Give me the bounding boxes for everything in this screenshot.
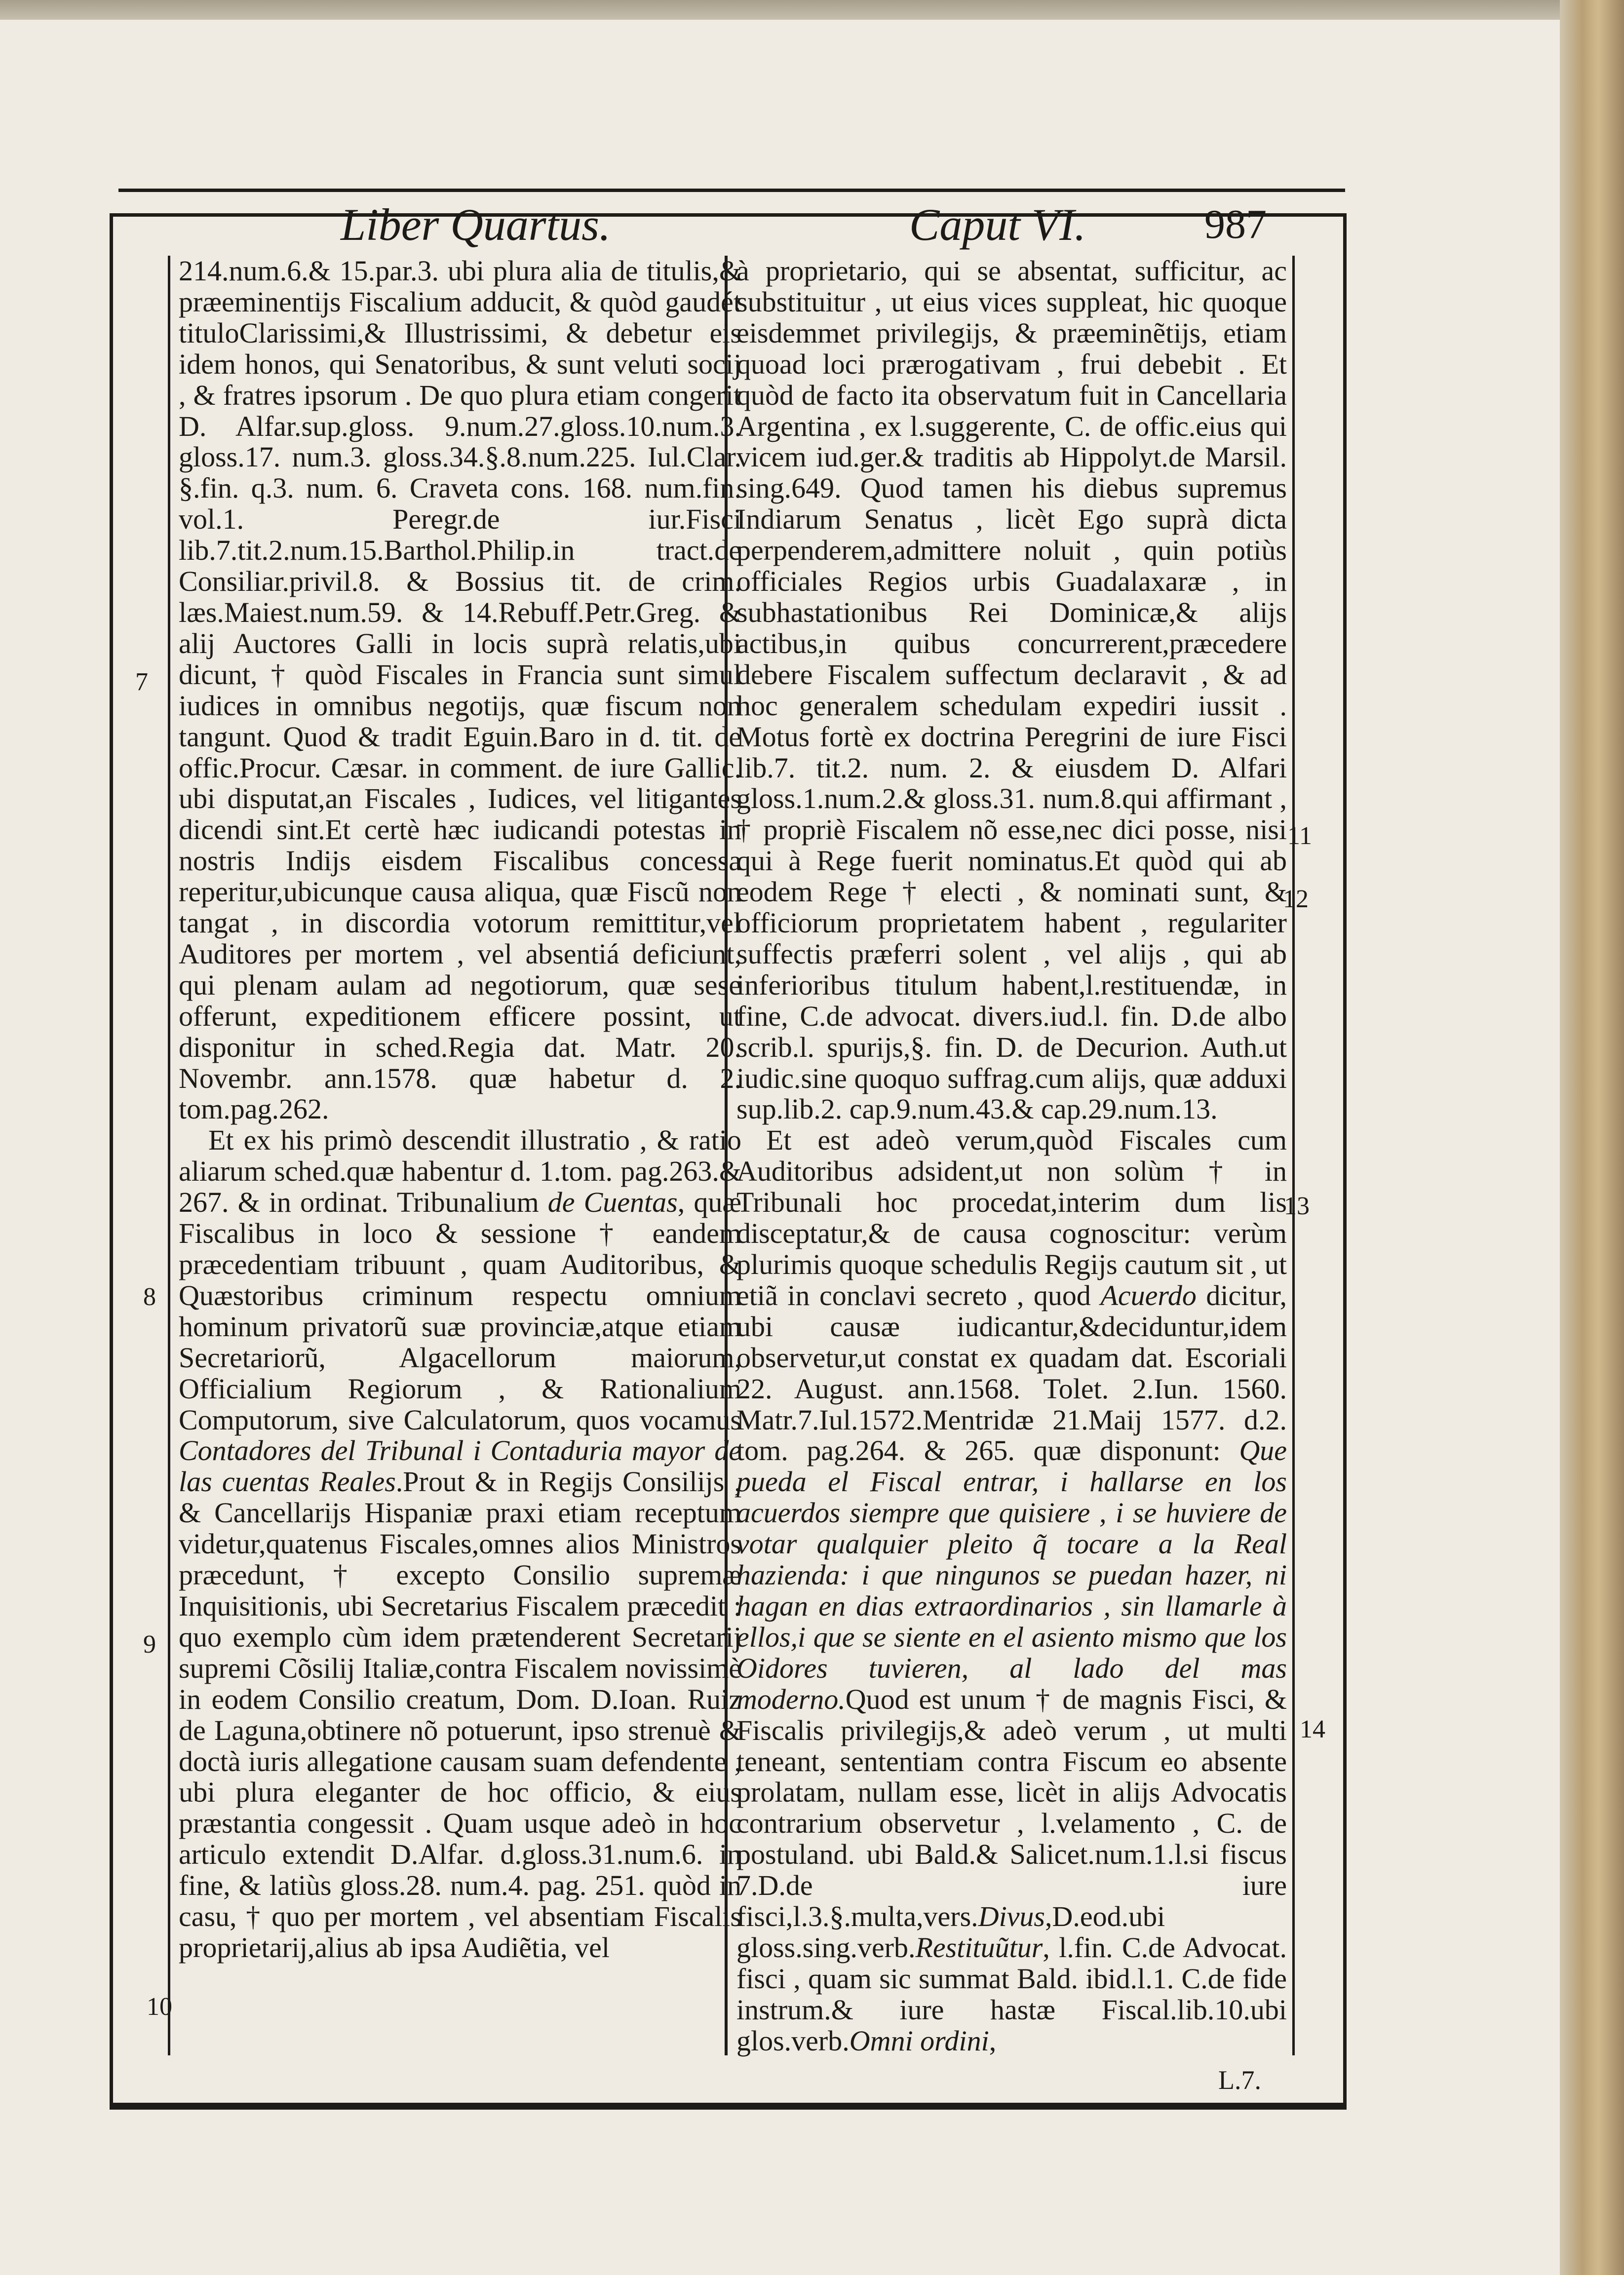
left-paragraph-1: 214.num.6.& 15.par.3. ubi plura alia de titulis,& præeminentijs Fiscalium adducit, & quòd gaudét tituloClarissimi,& Illustrissimi, & debetur eis idem honos, qui Senatoribus, & sunt veluti socij , & fratres ipsorum . De quo plura etiam congerit D. Alfar.sup.gloss. 9.num.27.gloss.10.num.3. gloss.17. num.3. gloss.34.§.8.num.225. Iul.Clar. §.fin. q.3. num. 6. Craveta cons. 168. num.fin. vol.1. Peregr.de iur.Fisci lib.7.tit.2.num.15.Barthol.Philip.in tract.de Consiliar.privil.8. & Bossius tit. de crim. læs.Maiest.num.59. & 14.Rebuff.Petr.Greg. & alij Auctores Galli in locis suprà relatis,ubi dicunt, † quòd Fiscales in Francia sunt simul iudices in omnibus negotijs, quæ fiscum non tangunt. Quod & tradit Eguin.Baro in d. tit. de offic.Procur. Cæsar. in comment. de iure Gallic. ubi disputat,an Fiscales , Iudices, vel litigantes dicendi sint.Et certè hæc iudicandi potestas in nostris Indijs eisdem Fiscalibus concessa reperitur,ubicunque causa aliqua, quæ Fiscũ non tangat , in discordia votorum remittitur,vel Auditores per mortem , vel absentiá deficiunt, qui plenam aulam ad negotiorum, quæ sese offerunt, expeditionem efficere possint, ut disponitur in sched.Regia dat. Matr. 20. Novembr. ann.1578. quæ habetur d. 2. tom.pag.262. bbox=[179, 255, 741, 1125]
margin-number-14: 14 bbox=[1300, 1715, 1325, 1743]
right-paragraph-1: à proprietario, qui se absentat, sufficitur, ac substituitur , ut eius vices suppleat, hic quoque eisdemmet privilegijs, & præeminẽtijs, etiam quoad loci prærogativam , frui debebit . Et quòd de facto ita observatum fuit in Cancellaria Argentina , ex l.suggerente, C. de offic.eius qui vicem iud.ger.& traditis ab Hippolyt.de Marsil. sing.649. Quod tamen his diebus supremus Indiarum Senatus , licèt Ego suprà dicta perpenderem,admittere noluit , quin potiùs officiales Regios urbis Guadalaxaræ , in subhastationibus Rei Dominicæ,& alijs actibus,in quibus concurrerent,præcedere debere Fiscalem suffectum declaravit , & ad hoc generalem schedulam expediri iussit . Motus fortè ex doctrina Peregrini de iure Fisci lib.7. tit.2. num. 2. & eiusdem D. Alfari gloss.1.num.2.& gloss.31. num.8.qui affirmant , † propriè Fiscalem nõ esse,nec dici posse, nisi qui à Rege fuerit nominatus.Et quòd qui ab eodem Rege † electi , & nominati sunt, & officiorum proprietatem habent , regulariter suffectis præferri solent , vel alijs , qui ab inferioribus titulum habent,l.restituendæ, in fine, C.de advocat. divers.iud.l. fin. D.de albo scrib.l. spurijs,§. fin. D. de Decurion. Auth.ut iudic.sine quoquo suffrag.cum alijs, quæ adduxi sup.lib.2. cap.9.num.43.& cap.29.num.13. bbox=[736, 255, 1287, 1125]
margin-number-7: 7 bbox=[135, 668, 148, 696]
margin-number-9: 9 bbox=[143, 1630, 156, 1658]
header-rule bbox=[118, 189, 1345, 192]
left-paragraph-2: Et ex his primò descendit illustratio , & ratio aliarum sched.quæ habentur d. 1.tom. pag.263.& 267. & in ordinat. Tribunalium de Cuentas, quæ Fiscalibus in loco & sessione † eandem præcedentiam tribuunt , quam Auditoribus, & Quæstoribus criminum respectu omnium hominum privatorũ suæ provinciæ,atque etiam Secretariorũ, Algacellorum maiorum, Officialium Regiorum , & Rationalium Computorum, sive Calculatorum, quos vocamus Contadores del Tribunal i Contaduria mayor de las cuentas Reales.Prout & in Regijs Consilijs , & Cancellarijs Hispaniæ praxi etiam receptum videtur,quatenus Fiscales,omnes alios Ministros præcedunt, † excepto Consilio supremæ Inquisitionis, ubi Secretarius Fiscalem præcedit : quo exemplo cùm idem prætenderent Secretarij supremi Cõsilij Italiæ,contra Fiscalem novissimè in eodem Consilio creatum, Dom. D.Ioan. Ruiz de Laguna,obtinere nõ potuerunt, ipso strenuè & doctà iuris allegatione causam suam defendente , ubi plura eleganter de hoc officio, & eius præstantia congessit . Quam usque adeò in hoc articulo extendit D.Alfar. d.gloss.31.num.6. in fine, & latiùs gloss.28. num.4. pag. 251. quòd in casu, † quo per mortem , vel absentiam Fiscalis proprietarij,alius ab ipsa Audiẽtia, vel bbox=[179, 1124, 742, 1964]
margin-number-8: 8 bbox=[143, 1283, 156, 1311]
left-column-text bbox=[179, 256, 741, 2052]
left-column-rule bbox=[168, 256, 170, 2055]
margin-number-10: 10 bbox=[147, 1993, 172, 2021]
signature-mark: L.7. bbox=[1218, 2065, 1261, 2095]
right-paragraph-2: Et est adeò verum,quòd Fiscales cum Auditoribus adsident,ut non solùm † in Tribunali hoc procedat,interim dum lis disceptatur,& de causa cognoscitur: verùm plurimis quoque schedulis Regijs cautum sit , ut etiã in conclavi secreto , quod Acuerdo dicitur, ubi causæ iudicantur,&deciduntur,idem observetur,ut constat ex quadam dat. Escoriali 22. August. ann.1568. Tolet. 2.Iun. 1560. Matr.7.Iul.1572.Mentridæ 21.Maij 1577. d.2. tom. pag.264. & 265. quæ disponunt: Que pueda el Fiscal entrar, i hallarse en los acuerdos siempre que quisiere , i se huviere de votar qualquier pleito q̃ tocare a la Real hazienda: i que ningunos se puedan hazer, ni hagan en dias extraordinarios , sin llamarle à ellos,i que se siente en el asiento mismo que los Oidores tuvieren, al lado del mas moderno.Quod est unum † de magnis Fisci, & Fiscalis privilegijs,& adeò verum , ut multi teneant, sententiam contra Fiscum eo absente prolatam, nullam esse, licèt in alijs Advocatis contrarium observetur , l.velamento , C. de postuland. ubi Bald.& Salicet.num.1.l.si fiscus 7.D.de iure fisci,l.3.§.multa,vers.Divus,D.eod.ubi gloss.sing.verb.Restituũtur, l.fin. C.de Advocat. fisci , quam sic summat Bald. ibid.l.1. C.de fide instrum.& iure hastæ Fiscal.lib.10.ubi glos.verb.Omni ordini, bbox=[736, 1124, 1287, 2057]
page-number: 987 bbox=[1204, 201, 1267, 247]
right-column-rule bbox=[1292, 256, 1295, 2055]
right-column-text bbox=[736, 255, 1287, 2057]
margin-number-12: 12 bbox=[1283, 885, 1309, 913]
frame-bottom-rule bbox=[110, 2103, 1347, 2106]
running-head-chapter: Caput VI. bbox=[909, 199, 1086, 250]
page-edge-gutter bbox=[1560, 0, 1624, 2275]
margin-number-13: 13 bbox=[1284, 1192, 1310, 1220]
running-head-book: Liber Quartus. bbox=[341, 199, 611, 250]
margin-number-11: 11 bbox=[1287, 822, 1313, 850]
